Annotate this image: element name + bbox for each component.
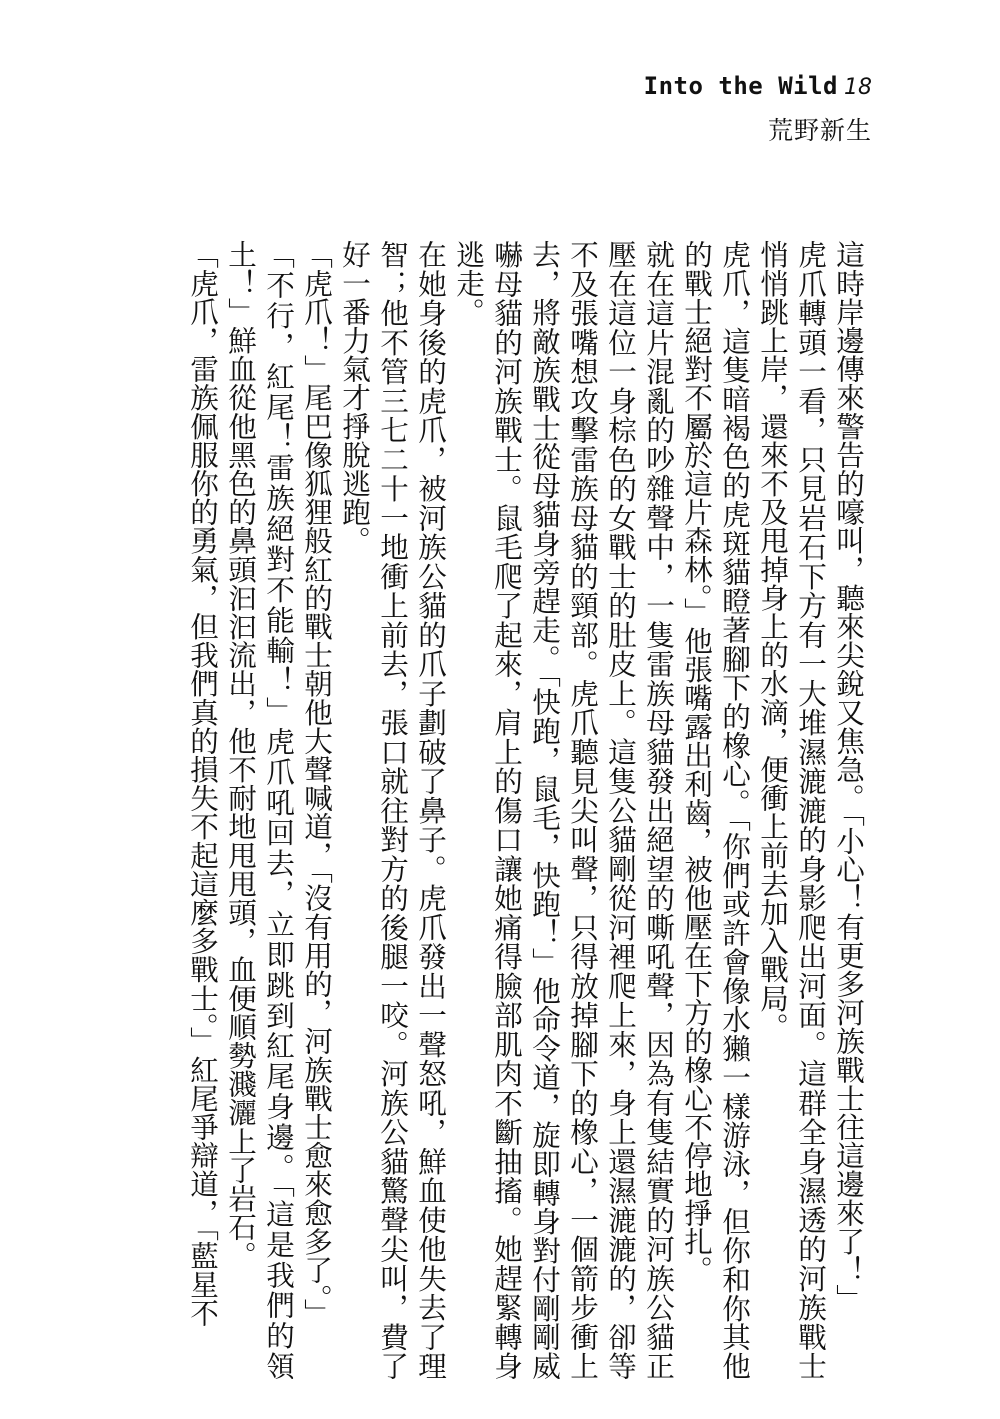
book-title-chinese: 荒野新生 [767, 116, 872, 145]
paragraph: 這時岸邊傳來警告的嚎叫，聽來尖銳又焦急。「小心！有更多河族戰士往這邊來了！」 [832, 240, 866, 1313]
page-header [644, 74, 872, 147]
paragraph: 虎爪轉頭一看，只見岩石下方有一大堆濕漉漉的身影爬出河面。這群全身濕透的河族戰士悄悄跳上岸，還來不及甩掉身上的水滴，便衝上前去加入戰局。 [756, 240, 828, 1380]
book-title-english: Into the Wild [643, 72, 838, 100]
paragraph: 「虎爪！」尾巴像狐狸般紅的戰士朝他大聲喊道，「沒有用的，河族戰士愈來愈多了。」 [300, 240, 334, 1327]
paragraph: 虎爪，這隻暗褐色的虎斑貓瞪著腳下的橡心。「你們或許會像水獺一樣游泳，但你和你其他的戰士絕對不屬於這片森林。」他張嘴露出利齒，被他壓在下方的橡心不停地掙扎。 [680, 240, 752, 1380]
paragraph: 就在這片混亂的吵雜聲中，一隻雷族母貓發出絕望的嘶吼聲，因為有隻結實的河族公貓正壓在這位一身棕色的女戰士的肚皮上。這隻公貓剛從河裡爬上來，身上還濕漉漉的，卻等不及張嘴想攻擊雷族母貓的頸部。虎爪聽見尖叫聲，只得放掉腳下的橡心，一個箭步衝上去，將敵族戰士從母貓身旁趕走。「快跑，鼠毛，快跑！」他命令道，旋即轉身對付剛剛威嚇母貓的河族戰士。鼠毛爬了起來，肩上的傷口讓她痛得臉部肌肉不斷抽搐。她趕緊轉身逃走。 [452, 240, 676, 1380]
page-number: 18 [844, 75, 872, 100]
body-text [108, 240, 868, 1380]
paragraph: 在她身後的虎爪，被河族公貓的爪子劃破了鼻子。虎爪發出一聲怒吼，鮮血使他失去了理智；他不管三七二十一地衝上前去，張口就往對方的後腿一咬。河族公貓驚聲尖叫，費了好一番力氣才掙脫逃跑。 [338, 240, 448, 1380]
header-line [644, 74, 872, 99]
paragraph: 「虎爪，雷族佩服你的勇氣，但我們真的損失不起這麼多戰士。」紅尾爭辯道，「藍星不 [186, 240, 220, 1327]
paragraph: 「不行，紅尾！雷族絕對不能輸！」虎爪吼回去，立即跳到紅尾身邊。「這是我們的領土！」鮮血從他黑色的鼻頭汩汩流出，他不耐地甩甩頭，血便順勢濺灑上了岩石。 [224, 240, 296, 1380]
